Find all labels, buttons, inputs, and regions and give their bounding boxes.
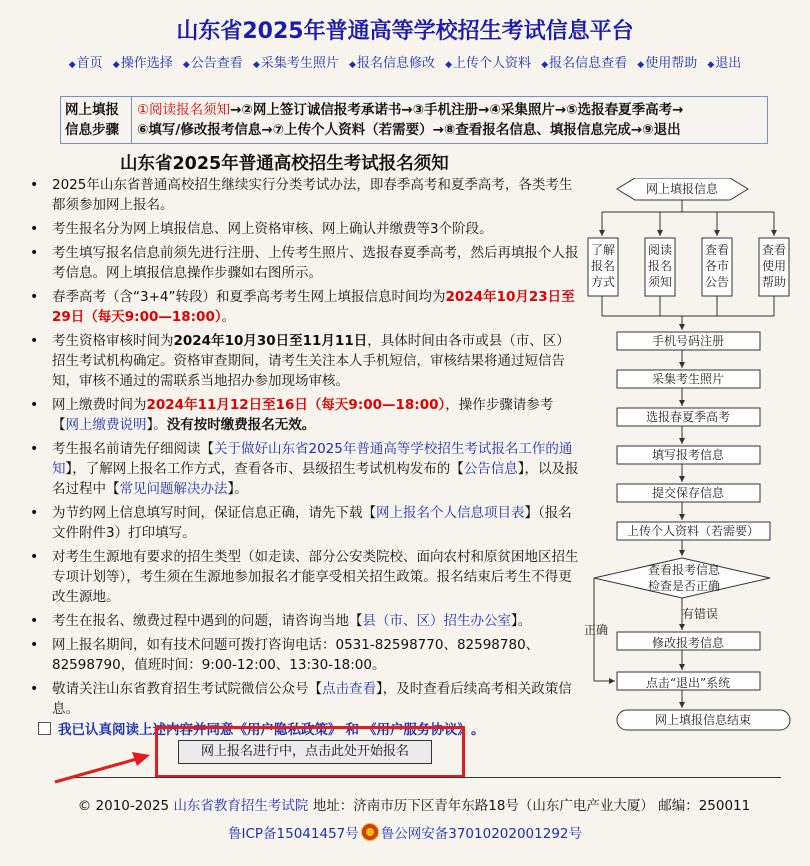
review-period: 2024年10月30日至11月11日: [173, 333, 368, 349]
nav-upload[interactable]: ◆ 上传个人资料: [445, 56, 531, 71]
flow-s1: 手机号码注册: [651, 334, 725, 348]
steps-header: [61, 97, 132, 143]
text: 敬请关注山东省教育招生考试院微信公众号【: [52, 681, 322, 697]
faq-link[interactable]: 常见问题解决办法: [119, 481, 228, 497]
list-item: [28, 439, 580, 499]
police-record-link[interactable]: 鲁公网安备37010202001292号: [380, 826, 582, 842]
nav-view[interactable]: ◆ 报名信息查看: [541, 56, 627, 71]
org-link[interactable]: 山东省教育招生考试院: [173, 798, 309, 814]
flow-s8: 点击“退出”系统: [645, 676, 731, 690]
address: 地址：济南市历下区青年东路18号（山东广电产业大厦） 邮编：250011: [312, 798, 751, 814]
text: 春季高考（含“3+4”转段）和夏季高考考生网上填报信息时间均为: [52, 289, 446, 305]
text: 】。: [227, 481, 248, 497]
footer-divider: [75, 777, 781, 778]
list-item: • 考生填写报名信息前须先进行注册、上传考生照片、选报春夏季高考，然后再填报个人报考信息。网上填报信息操作步骤如右图所示。: [28, 243, 580, 283]
flow-d1: 查看报考信息: [647, 563, 721, 577]
payment-warning: 没有按时缴费报名无效。: [166, 417, 316, 433]
agree-end: 。: [471, 722, 485, 738]
flow-b3-1: 查看: [704, 243, 730, 257]
privacy-policy-link[interactable]: 《用户隐私政策》: [233, 722, 342, 738]
wechat-link[interactable]: 点击查看: [322, 681, 376, 697]
flow-s5: 提交保存信息: [651, 486, 725, 500]
flow-b4-3: 帮助: [761, 275, 787, 289]
flowchart: [580, 178, 810, 738]
flow-err: 有错误: [681, 607, 719, 621]
flow-s3: 选报春夏季高考: [645, 410, 731, 424]
copyright: © 2010-2025: [77, 798, 170, 814]
steps-line2: ⑥填写/修改报考信息→⑦上传个人资料（若需要）→⑧查看报名信息、填报信息完成→⑨退出: [137, 122, 681, 138]
agree-text: 我已认真阅读上述内容并同意: [58, 722, 234, 738]
flow-b1-1: 了解: [590, 243, 616, 257]
footer-info: [0, 794, 810, 814]
agree-and: 和: [345, 722, 359, 738]
steps-line1: [137, 100, 767, 120]
top-nav: [0, 52, 810, 71]
flow-b2-1: 阅读: [647, 243, 673, 257]
text: 考生报名前请先仔细阅读【: [52, 441, 214, 457]
nav-announcements[interactable]: ◆ 公告查看: [183, 56, 243, 71]
flow-b3-2: 各市: [704, 259, 730, 273]
text: 】，及时查看后续高考相关政策信息。: [52, 681, 572, 717]
agree-checkbox[interactable]: [38, 722, 51, 735]
steps-rest1: →②网上签订诚信报考承诺书→③手机注册→④采集照片→⑤选报春夏季高考→: [230, 102, 684, 118]
list-item: [28, 395, 580, 435]
nav-modify[interactable]: ◆ 报名信息修改: [349, 56, 435, 71]
flow-d2: 检查是否正确: [647, 579, 721, 593]
local-office-link[interactable]: 县（市、区）招生办公室: [362, 613, 511, 629]
notice-title: 山东省2025年普通高校招生考试报名须知: [120, 154, 449, 174]
steps-header-line1: 网上填报: [65, 102, 119, 118]
nav-photo[interactable]: ◆ 采集考生照片: [253, 56, 339, 71]
flow-end: 网上填报信息结束: [654, 713, 752, 727]
payment-period: 2024年11月12日至16日（每天9:00—18:00）: [146, 397, 446, 413]
text: ，操作步骤请参考【: [52, 397, 554, 433]
text: 考生在报名、缴费过程中遇到的问题，请咨询当地【: [52, 613, 363, 629]
text: 网上缴费时间为: [52, 397, 147, 413]
list-item: • 对考生生源地有要求的招生类型（如走读、部分公安类院校、面向农村和原贫困地区招生专项计划等），考生须在生源地参加报名才能享受相关招生政策。报名结束后考生不得更改生源地。: [28, 547, 580, 607]
steps-header-line2: 信息步骤: [65, 122, 119, 138]
list-item: • 2025年山东省普通高校招生继续实行分类考试办法，即春季高考和夏季高考，各类考生都须参加网上报名。: [28, 175, 580, 215]
nav-home[interactable]: ◆ 首页: [69, 56, 103, 71]
text: ，具体时间由各市或县（市、区）招生考试机构确定。资格审查期间，请考生关注本人手机短信，审核结果将通过短信告知，审核不通过的需联系当地招办参加现场审核。: [52, 333, 570, 389]
flow-s6: 上传个人资料（若需要）: [626, 524, 760, 538]
payment-guide-link[interactable]: 网上缴费说明: [65, 417, 147, 433]
footer-licenses: [0, 822, 810, 842]
flow-s2: 采集考生照片: [651, 372, 725, 386]
text: 】，以及报名过程中【: [52, 461, 579, 497]
flow-b2-2: 报名: [647, 259, 673, 273]
nav-help[interactable]: ◆ 使用帮助: [637, 56, 697, 71]
notice-content: [28, 175, 580, 723]
list-item: [28, 503, 580, 543]
list-item: [28, 287, 580, 327]
list-item: • 网上报名期间，如有技术问题可拨打咨询电话：0531-82598770、82598780、82598790，值班时间：9:00-12:00、13:30-18:00。: [28, 635, 580, 675]
flow-b4-2: 使用: [761, 259, 787, 273]
list-item: [28, 331, 580, 391]
text: 】（报名文件附件3）打印填写。: [52, 505, 572, 541]
list-item: [28, 611, 580, 631]
flow-s7: 修改报考信息: [651, 636, 725, 650]
text: 】。: [511, 613, 532, 629]
text: 为节约网上信息填写时间，保证信息正确，请先下载【: [52, 505, 376, 521]
flow-b1-2: 报名: [590, 259, 616, 273]
list-item: • 考生报名分为网上填报信息、网上资格审核、网上确认并缴费等3个阶段。: [28, 219, 580, 239]
fill-period: 2024年10月23日至29日（每天9:00—18:00）: [52, 289, 575, 325]
icp-link[interactable]: 鲁ICP备15041457号: [227, 826, 359, 842]
flow-b1-3: 方式: [590, 275, 616, 289]
notice-doc-link[interactable]: 关于做好山东省2025年普通高等学校招生考试报名工作的通知: [52, 441, 573, 477]
start-registration-button[interactable]: 网上报名进行中，点击此处开始报名: [178, 740, 432, 764]
announcement-link[interactable]: 公告信息: [463, 461, 518, 477]
police-badge-icon: [361, 823, 379, 841]
text: 。: [221, 309, 236, 325]
nav-operation[interactable]: ◆ 操作选择: [113, 56, 173, 71]
flow-start: 网上填报信息: [645, 182, 719, 196]
flow-b2-3: 须知: [647, 275, 673, 289]
current-step: ①阅读报名须知: [137, 102, 231, 118]
flow-ok: 正确: [583, 623, 609, 637]
service-agreement-link[interactable]: 《用户服务协议》: [363, 722, 471, 738]
page-title: 山东省2025年普通高等学校招生考试信息平台: [176, 19, 634, 44]
info-form-link[interactable]: 网上报名个人信息项目表: [376, 505, 525, 521]
text: 考生资格审核时间为: [52, 333, 174, 349]
nav-logout[interactable]: ◆ 退出: [707, 56, 741, 71]
steps-body: [132, 97, 767, 143]
text: 】，了解网上报名工作方式，查看各市、县级招生考试机构发布的【: [65, 461, 464, 477]
flow-b3-3: 公告: [704, 275, 730, 289]
flow-b4-1: 查看: [761, 243, 787, 257]
list-item: [28, 679, 580, 719]
text: 】。: [146, 417, 167, 433]
steps-table: [60, 96, 768, 144]
flow-s4: 填写报考信息: [651, 448, 725, 462]
